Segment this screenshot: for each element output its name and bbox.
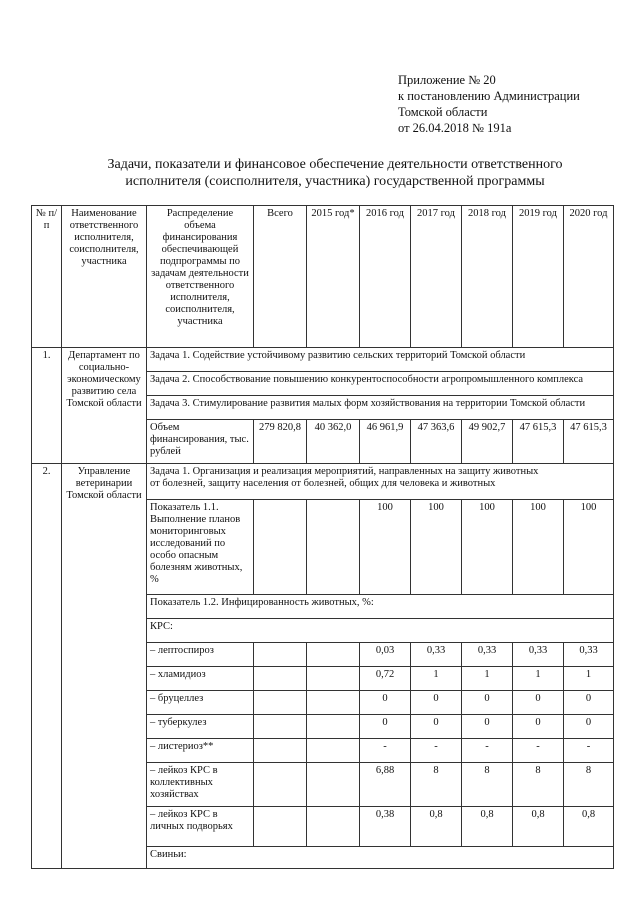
header-2018: 2018 год xyxy=(462,206,513,348)
empty-cell xyxy=(307,691,360,715)
row-value: 0 xyxy=(462,691,513,715)
empty-cell xyxy=(254,763,307,807)
header-2015: 2015 год* xyxy=(307,206,360,348)
row-value: 0,33 xyxy=(513,643,564,667)
row-label: – листериоз** xyxy=(147,739,254,763)
empty-cell xyxy=(254,807,307,847)
appendix-line: от 26.04.2018 № 191а xyxy=(398,121,512,135)
row-value: 0 xyxy=(564,715,614,739)
row-value: 0,8 xyxy=(513,807,564,847)
row-value: - xyxy=(360,739,411,763)
indicator12-label: Показатель 1.2. Инфицированность животных, %: xyxy=(147,595,614,619)
row-value: 0,8 xyxy=(411,807,462,847)
row-value: 0,03 xyxy=(360,643,411,667)
empty-cell xyxy=(307,643,360,667)
task-line: Задача 1. Организация и реализация мероприятий, направленных на защиту животных xyxy=(150,466,539,477)
row-value: 8 xyxy=(411,763,462,807)
task-line: от болезней, защиту населения от болезней, общих для человека и животных xyxy=(150,478,496,489)
header-total: Всего xyxy=(254,206,307,348)
funding-2019: 47 615,3 xyxy=(513,420,564,464)
row-value: - xyxy=(513,739,564,763)
section2-name: Управление ветеринарии Томской области xyxy=(62,464,147,869)
funding-2016: 46 961,9 xyxy=(360,420,411,464)
section2-num: 2. xyxy=(32,464,62,869)
empty-cell xyxy=(254,691,307,715)
indicator11-2019: 100 xyxy=(513,500,564,595)
header-num: № п/п xyxy=(32,206,62,348)
krs-label: КРС: xyxy=(147,619,614,643)
header-2016: 2016 год xyxy=(360,206,411,348)
row-value: 0,38 xyxy=(360,807,411,847)
funding-total: 279 820,8 xyxy=(254,420,307,464)
row-value: 1 xyxy=(462,667,513,691)
row-value: 0,8 xyxy=(462,807,513,847)
header-distribution: Распределение объема финансирования обеспечивающей подпрограммы по задачам деятельности ответственного исполнителя, соисполнителя, участника xyxy=(147,206,254,348)
row-value: 0 xyxy=(411,715,462,739)
table-row xyxy=(32,464,614,500)
empty-cell xyxy=(307,667,360,691)
section1-task1: Задача 1. Содействие устойчивому развитию сельских территорий Томской области xyxy=(147,348,614,372)
row-value: 0 xyxy=(513,691,564,715)
row-label: – хламидиоз xyxy=(147,667,254,691)
header-2017: 2017 год xyxy=(411,206,462,348)
section1-name: Департамент по социально-экономическому развитию села Томской области xyxy=(62,348,147,464)
row-value: 0,8 xyxy=(564,807,614,847)
row-label: – лейкоз КРС в личных подворьях xyxy=(147,807,254,847)
row-value: 0 xyxy=(360,715,411,739)
empty-cell xyxy=(254,500,307,595)
appendix-line: Приложение № 20 xyxy=(398,73,496,87)
funding-2018: 49 902,7 xyxy=(462,420,513,464)
empty-cell xyxy=(307,807,360,847)
row-value: 8 xyxy=(564,763,614,807)
row-label: – лейкоз КРС в коллективных хозяйствах xyxy=(147,763,254,807)
appendix-line: Томской области xyxy=(398,105,488,119)
funding-2020: 47 615,3 xyxy=(564,420,614,464)
row-label: – туберкулез xyxy=(147,715,254,739)
appendix-block xyxy=(398,72,580,136)
header-2020: 2020 год xyxy=(564,206,614,348)
row-value: - xyxy=(462,739,513,763)
empty-cell xyxy=(307,500,360,595)
indicator11-2016: 100 xyxy=(360,500,411,595)
pigs-label: Свиньи: xyxy=(147,847,614,869)
row-value: 0,72 xyxy=(360,667,411,691)
empty-cell xyxy=(254,715,307,739)
row-label: – бруцеллез xyxy=(147,691,254,715)
row-value: 1 xyxy=(513,667,564,691)
row-value: 0,33 xyxy=(462,643,513,667)
empty-cell xyxy=(307,763,360,807)
row-value: 0 xyxy=(564,691,614,715)
indicator11-2020: 100 xyxy=(564,500,614,595)
indicator11-2018: 100 xyxy=(462,500,513,595)
section1-task2: Задача 2. Способствование повышению конкурентоспособности агропромышленного комплекса xyxy=(147,372,614,396)
header-2019: 2019 год xyxy=(513,206,564,348)
row-value: 0 xyxy=(411,691,462,715)
funding-label: Объем финансирования, тыс. рублей xyxy=(147,420,254,464)
header-row xyxy=(32,206,614,348)
title-line: Задачи, показатели и финансовое обеспечение деятельности ответственного xyxy=(107,157,563,172)
header-name: Наименование ответственного исполнителя, соисполнителя, участника xyxy=(62,206,147,348)
row-value: 0,33 xyxy=(411,643,462,667)
row-value: 0 xyxy=(513,715,564,739)
empty-cell xyxy=(254,739,307,763)
program-table xyxy=(31,205,614,869)
section1-num: 1. xyxy=(32,348,62,464)
section1-task3: Задача 3. Стимулирование развития малых форм хозяйствования на территории Томской области xyxy=(147,396,614,420)
table-row xyxy=(32,348,614,372)
row-value: 6,88 xyxy=(360,763,411,807)
row-value: 8 xyxy=(513,763,564,807)
row-value: - xyxy=(411,739,462,763)
row-value: - xyxy=(564,739,614,763)
row-label: – лептоспироз xyxy=(147,643,254,667)
row-value: 8 xyxy=(462,763,513,807)
appendix-line: к постановлению Администрации xyxy=(398,89,580,103)
row-value: 0,33 xyxy=(564,643,614,667)
funding-2015: 40 362,0 xyxy=(307,420,360,464)
row-value: 1 xyxy=(411,667,462,691)
empty-cell xyxy=(307,739,360,763)
empty-cell xyxy=(307,715,360,739)
section2-task1 xyxy=(147,464,614,500)
empty-cell xyxy=(254,667,307,691)
indicator11-2017: 100 xyxy=(411,500,462,595)
indicator11-label: Показатель 1.1. Выполнение планов мониторинговых исследований по особо опасным болезням животных, % xyxy=(147,500,254,595)
row-value: 1 xyxy=(564,667,614,691)
row-value: 0 xyxy=(360,691,411,715)
document-title xyxy=(40,156,630,190)
row-value: 0 xyxy=(462,715,513,739)
funding-2017: 47 363,6 xyxy=(411,420,462,464)
title-line: исполнителя (соисполнителя, участника) государственной программы xyxy=(125,174,545,189)
empty-cell xyxy=(254,643,307,667)
